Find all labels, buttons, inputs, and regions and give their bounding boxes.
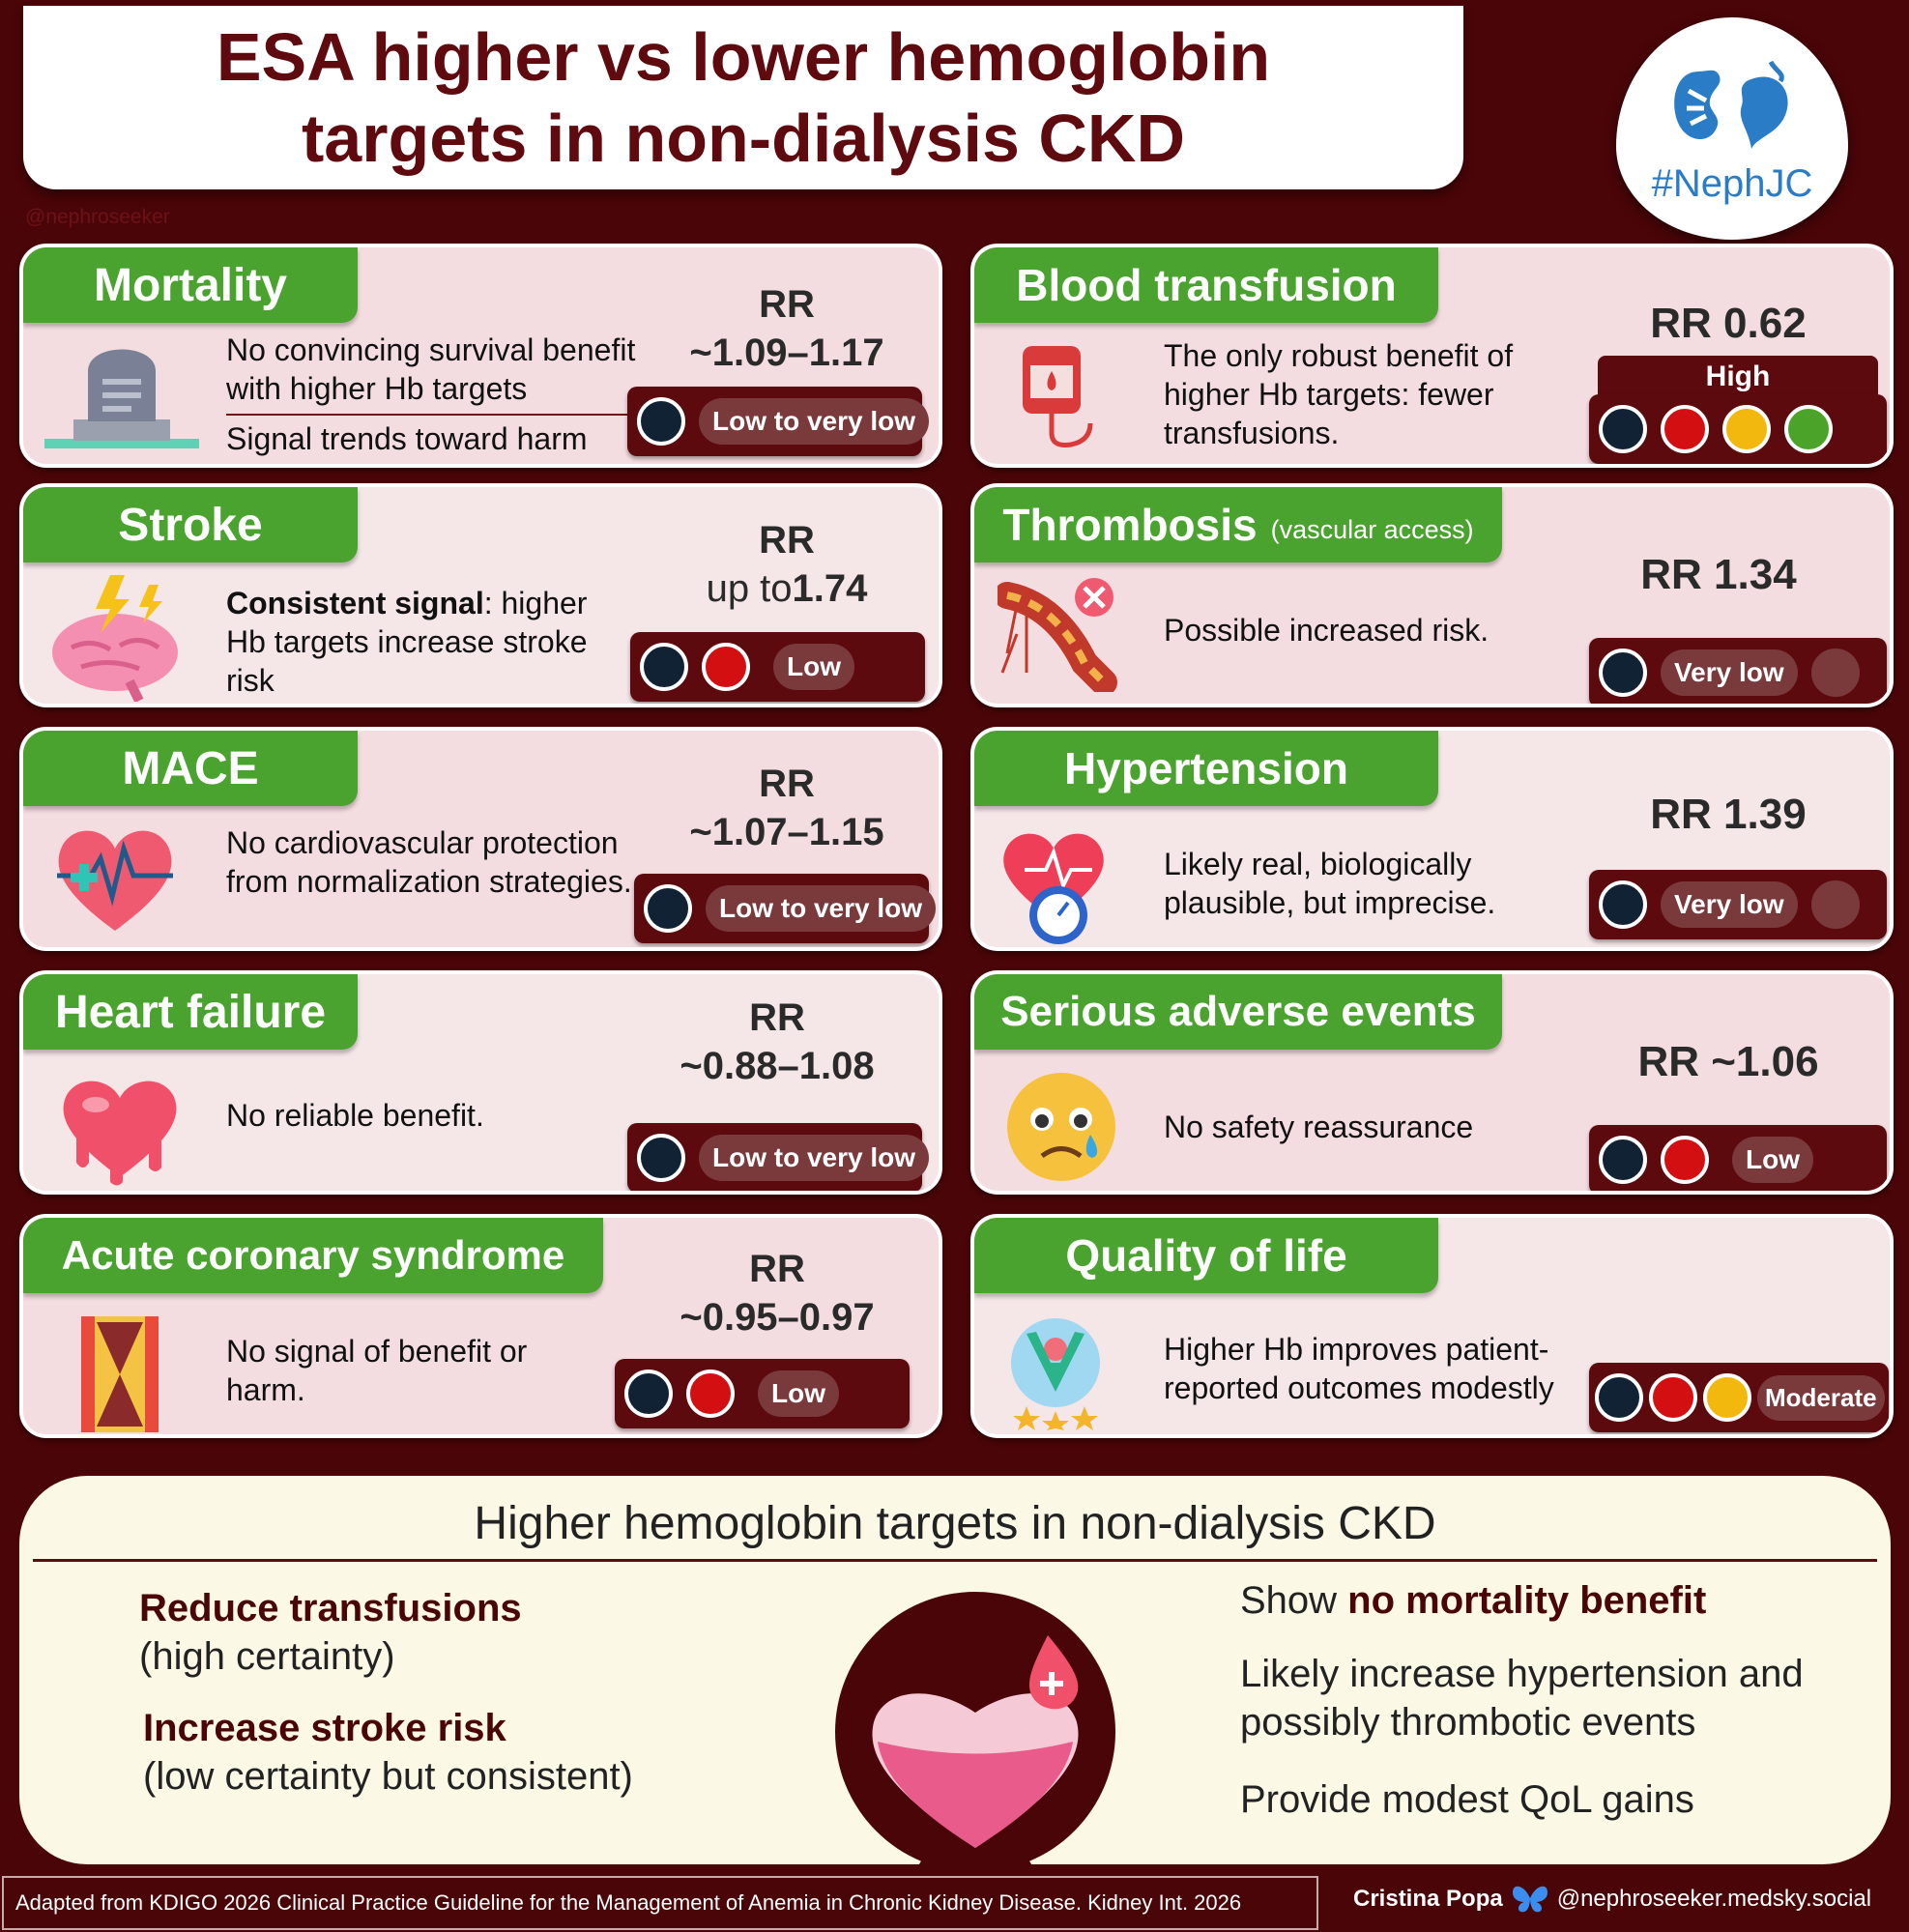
heart-drop-illustration [835,1587,1115,1864]
rr-value: ~1.07–1.15 [689,811,884,853]
kidney-logo-icon [1660,52,1805,159]
card-label: Serious adverse events [974,974,1502,1050]
certainty-dot-empty [1811,649,1860,697]
certainty-grade [1589,1363,1889,1432]
rr-block [671,760,903,856]
rr-value: ~1.09–1.17 [689,332,884,374]
card-description: Likely real, biologically plausible, but imprecise. [1164,847,1496,920]
card-label [974,487,1502,562]
blood-bag-icon [1013,336,1110,457]
card-description: No safety reassurance [1164,1110,1474,1144]
rr-block [661,994,893,1090]
card-label: Acute coronary syndrome [23,1218,603,1293]
title-line-2: targets in non-dialysis CKD [301,101,1186,176]
summary-right-item-1 [1240,1576,1706,1625]
rr-label: RR [759,283,815,326]
rr-label: RR [749,996,805,1039]
certainty-grade [630,632,925,702]
card-description: No reliable benefit. [226,1098,484,1133]
card-label: Quality of life [974,1218,1438,1293]
summary-divider [33,1559,1877,1562]
card-description: No cardiovascular protection from normalization strategies. [226,825,632,899]
rr-value: ~0.95–0.97 [680,1296,875,1339]
certainty-label: Low [773,644,854,690]
certainty-dot-1 [640,643,688,691]
summary-left-item-2 [143,1704,633,1801]
card-description: Higher Hb improves patient-reported outcomes modestly [1164,1332,1554,1405]
title-line-1: ESA higher vs lower hemoglobin [216,19,1271,95]
rr-value: ~0.88–1.08 [680,1045,875,1087]
certainty-label: Low to very low [699,398,929,445]
certainty-dot-1 [1595,1373,1643,1422]
heart-gauge-icon [996,823,1121,951]
certainty-dot-1 [624,1370,673,1418]
rr-block [661,1245,893,1341]
certainty-grade [615,1359,910,1428]
summary-right-1-pre: Show [1240,1579,1348,1622]
certainty-label: Moderate [1757,1375,1885,1421]
butterfly-icon [1511,1883,1549,1916]
summary-left-item-1 [139,1584,522,1681]
card-label: Blood transfusion [974,247,1438,323]
summary-left-1-sub: (high certainty) [139,1635,395,1678]
card-serious-adverse-events [970,970,1894,1195]
certainty-grade [1589,394,1887,464]
card-quality-of-life [970,1214,1894,1438]
card-mortality [19,244,942,468]
summary-right-1-bold: no mortality benefit [1347,1579,1707,1622]
rr-value: RR 1.39 [1650,791,1807,838]
heart-pulse-icon [52,820,178,940]
certainty-grade [627,387,922,456]
footer-author: Cristina Popa [1353,1886,1503,1912]
certainty-dot-1 [1599,405,1647,453]
rr-value: 1.74 [792,567,868,610]
summary-left-1-head: Reduce transfusions [139,1587,522,1629]
footer-citation: Adapted from KDIGO 2026 Clinical Practice Guideline for the Management of Anemia in Chronic Kidney Disease. Kidney Int. 2026 [2,1876,1318,1930]
desc-rest: : higher Hb targets increase stroke risk [226,586,588,698]
card-acs [19,1214,942,1438]
logo-text: #NephJC [1651,161,1813,205]
certainty-grade [1589,870,1887,939]
title-box [23,6,1463,189]
card-label: Mortality [23,247,358,323]
card-label: MACE [23,731,358,806]
rr-value: RR 0.62 [1650,300,1807,347]
certainty-dot-2 [686,1370,735,1418]
card-label: Heart failure [23,974,358,1050]
card-description: Possible increased risk. [1164,613,1490,648]
card-description [226,584,632,700]
watermark: @nephroseeker [25,206,170,228]
certainty-label: Low [758,1370,839,1417]
certainty-label: Low to very low [699,1135,929,1181]
label-main: Thrombosis [1002,500,1258,550]
summary-panel [19,1476,1891,1864]
brain-lightning-icon [43,570,188,706]
card-mace [19,727,942,951]
card-heart-failure [19,970,942,1195]
certainty-dot-2 [702,643,750,691]
rr-value: RR 1.34 [1640,551,1797,598]
rr-block [671,516,903,613]
melting-heart-icon [52,1071,188,1192]
rr-value: RR ~1.06 [1637,1038,1819,1085]
rr-prefix: up to [706,567,793,610]
certainty-dot-1 [637,397,685,446]
footer-credit [1353,1883,1871,1916]
certainty-dot-3 [1722,405,1771,453]
card-description: The only robust benefit of higher Hb targets: fewer transfusions. [1164,338,1514,450]
desc-bold: Consistent signal [226,586,484,620]
certainty-dot-1 [644,884,692,933]
certainty-grade [627,1123,922,1193]
certainty-dot-4 [1784,405,1833,453]
page-title [217,16,1270,179]
tombstone-icon [35,332,209,463]
certainty-grade [634,874,929,943]
certainty-dot-1 [637,1134,685,1182]
rr-label: RR [759,519,815,562]
certainty-label: Very low [1661,649,1798,696]
card-description [226,331,671,458]
card-label: Hypertension [974,731,1438,806]
summary-left-2-head: Increase stroke risk [143,1707,506,1749]
card-blood-transfusion [970,244,1894,468]
certainty-label: Low [1732,1137,1813,1183]
card-thrombosis [970,483,1894,707]
certainty-header: High [1598,356,1878,398]
certainty-dot-2 [1661,1136,1709,1184]
summary-right-item-2: Likely increase hypertension and possibly thrombotic events [1240,1653,1804,1744]
certainty-label: Low to very low [706,885,936,932]
rr-block [671,280,903,377]
rr-label: RR [759,763,815,805]
certainty-dot-empty [1811,880,1860,929]
certainty-dot-3 [1703,1373,1751,1422]
certainty-dot-2 [1649,1373,1697,1422]
certainty-label: Very low [1661,881,1798,928]
person-stars-icon [1007,1314,1104,1435]
desc-line-1: No convincing survival benefit with higher Hb targets [226,332,636,406]
hourglass-icon [81,1316,159,1437]
certainty-dot-2 [1661,405,1709,453]
summary-title: Higher hemoglobin targets in non-dialysis CKD [474,1498,1436,1549]
crying-face-icon [1003,1069,1119,1190]
certainty-grade [1589,1125,1887,1195]
certainty-dot-1 [1599,880,1647,929]
card-stroke [19,483,942,707]
summary-right-item-3: Provide modest QoL gains [1240,1778,1694,1821]
blocked-vessel-icon [998,576,1133,697]
certainty-dot-1 [1599,1136,1647,1184]
footer-handle-link[interactable]: @nephroseeker.medsky.social [1556,1886,1872,1912]
label-sub: (vascular access) [1270,514,1474,544]
desc-line-2: Signal trends toward harm [226,414,671,458]
nephjc-logo [1616,17,1848,240]
rr-label: RR [749,1248,805,1290]
card-hypertension [970,727,1894,951]
card-description: No signal of benefit or harm. [226,1334,528,1407]
certainty-dot-1 [1599,649,1647,697]
card-label: Stroke [23,487,358,562]
summary-left-2-sub: (low certainty but consistent) [143,1755,633,1798]
certainty-grade [1589,638,1887,707]
